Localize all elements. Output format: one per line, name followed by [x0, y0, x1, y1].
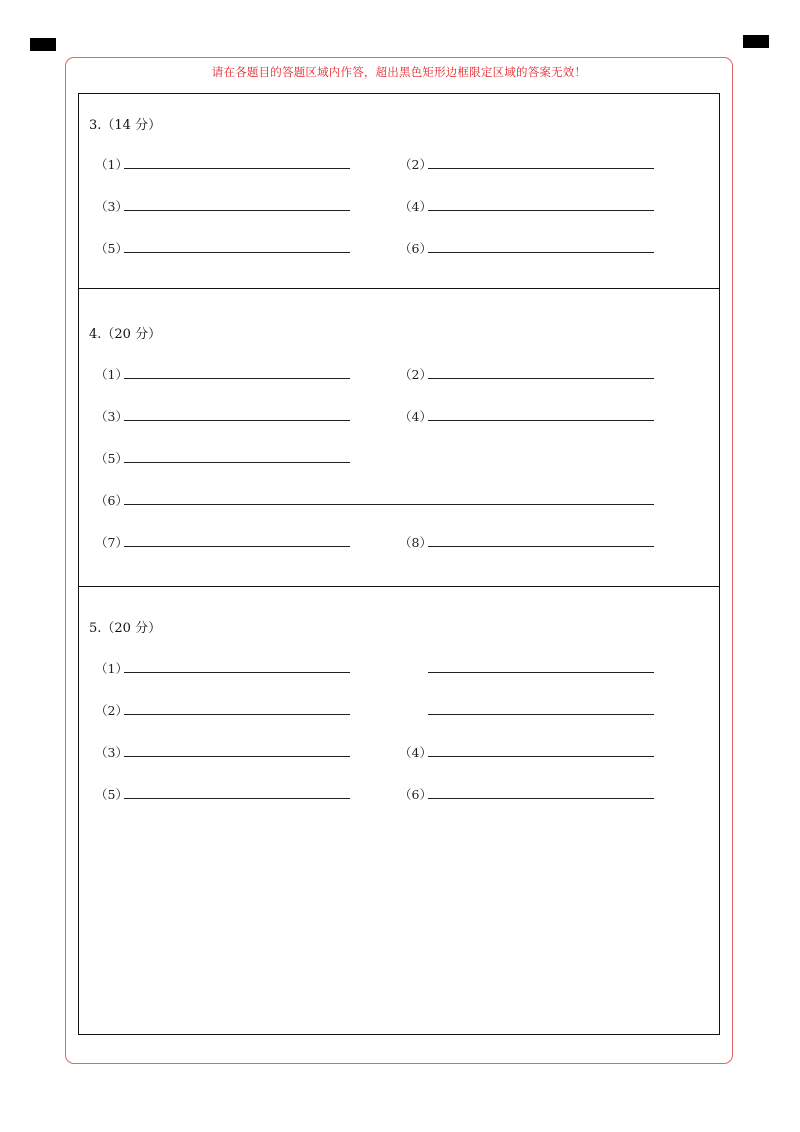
q4-answer-8-label: （8） — [399, 535, 432, 550]
question-3-section — [79, 94, 719, 289]
q5-answer-2-label: （2） — [95, 703, 128, 718]
alignment-marker-left — [30, 38, 56, 51]
q4-answer-6-line[interactable] — [124, 504, 654, 505]
question-5-section — [79, 587, 719, 1033]
q5-answer-6-line[interactable] — [428, 798, 654, 799]
answer-box — [78, 93, 720, 1035]
q5-answer-6-label: （6） — [399, 787, 432, 802]
q5-answer-3-label: （3） — [95, 745, 128, 760]
q4-answer-7-label: （7） — [95, 535, 128, 550]
q5-answer-3-line[interactable] — [124, 756, 350, 757]
q3-answer-3-line[interactable] — [124, 210, 350, 211]
q4-answer-5-label: （5） — [95, 451, 128, 466]
q3-answer-2-line[interactable] — [428, 168, 654, 169]
q3-answer-1-label: （1） — [95, 157, 128, 172]
q4-answer-6-label: （6） — [95, 493, 128, 508]
q4-answer-5-line[interactable] — [124, 462, 350, 463]
q4-answer-2-line[interactable] — [428, 378, 654, 379]
q5-answer-1-line[interactable] — [124, 672, 350, 673]
q4-answer-1-label: （1） — [95, 367, 128, 382]
q3-answer-2-label: （2） — [399, 157, 432, 172]
q4-answer-7-line[interactable] — [124, 546, 350, 547]
q4-answer-2-label: （2） — [399, 367, 432, 382]
q5-answer-1-extra-line[interactable] — [428, 672, 654, 673]
q5-answer-2-extra-line[interactable] — [428, 714, 654, 715]
q5-answer-2-line[interactable] — [124, 714, 350, 715]
q3-answer-4-line[interactable] — [428, 210, 654, 211]
q4-answer-3-label: （3） — [95, 409, 128, 424]
alignment-marker-right — [743, 35, 769, 48]
q5-answer-1-label: （1） — [95, 661, 128, 676]
q3-answer-3-label: （3） — [95, 199, 128, 214]
q4-answer-4-label: （4） — [399, 409, 432, 424]
q3-answer-1-line[interactable] — [124, 168, 350, 169]
q5-answer-4-line[interactable] — [428, 756, 654, 757]
q3-answer-6-line[interactable] — [428, 252, 654, 253]
question-4-section — [79, 289, 719, 587]
q4-answer-4-line[interactable] — [428, 420, 654, 421]
q4-answer-3-line[interactable] — [124, 420, 350, 421]
q3-answer-5-line[interactable] — [124, 252, 350, 253]
q5-answer-4-label: （4） — [399, 745, 432, 760]
answer-area-notice: 请在各题目的答题区域内作答，超出黑色矩形边框限定区域的答案无效！ — [211, 65, 587, 79]
q4-answer-8-line[interactable] — [428, 546, 654, 547]
question-3-title: 3.（14 分） — [89, 118, 162, 133]
q4-answer-1-line[interactable] — [124, 378, 350, 379]
question-4-title: 4.（20 分） — [89, 327, 162, 342]
q3-answer-6-label: （6） — [399, 241, 432, 256]
q3-answer-5-label: （5） — [95, 241, 128, 256]
q3-answer-4-label: （4） — [399, 199, 432, 214]
q5-answer-5-line[interactable] — [124, 798, 350, 799]
question-5-title: 5.（20 分） — [89, 621, 162, 636]
q5-answer-5-label: （5） — [95, 787, 128, 802]
